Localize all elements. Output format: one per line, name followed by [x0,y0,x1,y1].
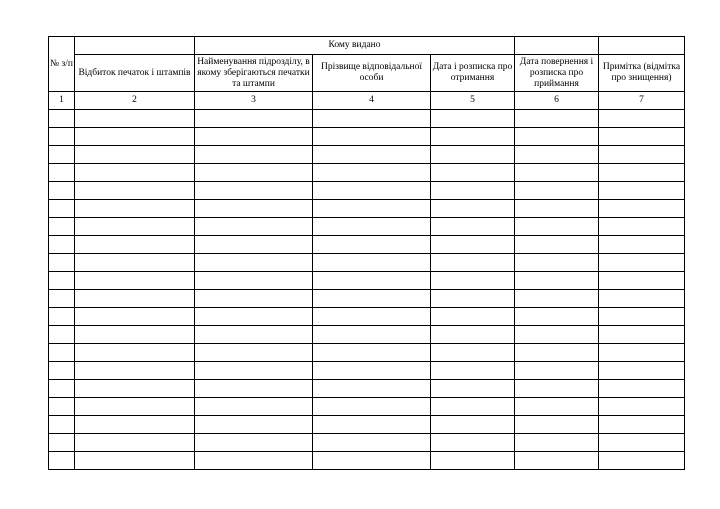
table-cell [49,272,75,290]
table-cell [431,272,515,290]
table-cell [75,218,195,236]
table-cell [49,218,75,236]
table-cell [75,182,195,200]
table-cell [313,200,431,218]
table-cell [431,452,515,470]
table-row [49,272,685,290]
table-cell [195,398,313,416]
register-table [48,36,685,470]
table-cell [195,128,313,146]
table-cell [599,380,685,398]
table-cell [431,344,515,362]
header-stamp-imprint: Відбиток печаток і штампів [75,55,195,92]
table-cell [599,434,685,452]
column-number: 6 [515,92,599,110]
table-cell [195,182,313,200]
header-blank-cell [515,37,599,55]
table-cell [599,146,685,164]
table-cell [431,182,515,200]
table-cell [599,344,685,362]
table-cell [599,416,685,434]
header-receipt-date: Дата і розписка про отримання [431,55,515,92]
table-cell [75,380,195,398]
table-cell [195,164,313,182]
table-cell [49,344,75,362]
table-cell [75,146,195,164]
table-cell [599,236,685,254]
table-cell [431,110,515,128]
table-cell [431,290,515,308]
table-cell [49,452,75,470]
table-cell [313,326,431,344]
table-cell [313,218,431,236]
table-cell [75,236,195,254]
table-row [49,164,685,182]
table-cell [195,110,313,128]
table-cell [195,254,313,272]
table-cell [313,254,431,272]
table-cell [515,128,599,146]
table-cell [49,398,75,416]
table-cell [515,416,599,434]
table-cell [75,452,195,470]
column-number: 1 [49,92,75,110]
column-number-row [49,92,685,110]
table-cell [599,362,685,380]
table-cell [313,398,431,416]
table-cell [515,398,599,416]
table-cell [313,380,431,398]
table-cell [515,182,599,200]
table-cell [431,362,515,380]
table-cell [195,416,313,434]
table-cell [195,434,313,452]
table-cell [515,272,599,290]
table-cell [75,308,195,326]
table-cell [515,146,599,164]
header-blank-cell [75,37,195,55]
table-cell [195,380,313,398]
table-cell [195,452,313,470]
table-cell [431,416,515,434]
table-cell [75,272,195,290]
table-cell [599,308,685,326]
table-cell [431,218,515,236]
table-cell [515,452,599,470]
table-cell [515,380,599,398]
table-cell [195,362,313,380]
table-cell [515,164,599,182]
column-number: 3 [195,92,313,110]
header-no: № з/п [49,37,75,92]
header-note: Примітка (відмітка про знищення) [599,55,685,92]
table-row [49,308,685,326]
column-number: 7 [599,92,685,110]
table-cell [515,290,599,308]
table-cell [75,398,195,416]
table-cell [195,290,313,308]
table-cell [195,308,313,326]
table-cell [49,254,75,272]
table-cell [515,200,599,218]
table-cell [515,308,599,326]
table-cell [431,128,515,146]
table-cell [49,164,75,182]
table-cell [431,380,515,398]
table-cell [313,110,431,128]
table-row [49,254,685,272]
table-cell [195,200,313,218]
table-cell [599,254,685,272]
table-cell [313,452,431,470]
table-cell [431,398,515,416]
table-cell [49,326,75,344]
table-cell [599,110,685,128]
table-cell [49,308,75,326]
table-cell [49,236,75,254]
table-cell [515,236,599,254]
table-cell [313,182,431,200]
header-return-date: Дата повернення і розписка про приймання [515,55,599,92]
table-cell [515,434,599,452]
table-cell [75,344,195,362]
table-cell [75,254,195,272]
table-cell [431,326,515,344]
table-cell [313,290,431,308]
table-cell [75,434,195,452]
header-row-main [49,55,685,92]
column-number: 2 [75,92,195,110]
table-cell [195,272,313,290]
table-row [49,236,685,254]
table-cell [75,416,195,434]
table-row [49,200,685,218]
column-number: 5 [431,92,515,110]
table-cell [195,236,313,254]
table-cell [599,398,685,416]
header-blank-cell [599,37,685,55]
table-cell [75,128,195,146]
table-row [49,362,685,380]
table-cell [195,218,313,236]
table-cell [515,344,599,362]
table-cell [431,200,515,218]
table-cell [313,344,431,362]
table-cell [431,434,515,452]
table-cell [313,362,431,380]
table-row [49,110,685,128]
table-cell [49,362,75,380]
table-cell [49,110,75,128]
table-row [49,146,685,164]
table-cell [49,200,75,218]
table-cell [49,434,75,452]
table-cell [195,326,313,344]
table-cell [75,110,195,128]
column-number: 4 [313,92,431,110]
table-cell [599,128,685,146]
table-cell [515,110,599,128]
table-cell [49,128,75,146]
table-cell [49,380,75,398]
table-cell [431,146,515,164]
table-row [49,434,685,452]
table-cell [515,254,599,272]
table-row [49,326,685,344]
table-cell [599,218,685,236]
table-cell [313,272,431,290]
table-cell [49,290,75,308]
table-cell [599,272,685,290]
table-cell [75,164,195,182]
table-cell [515,362,599,380]
table-cell [313,128,431,146]
table-row [49,416,685,434]
table-cell [515,326,599,344]
table-cell [431,308,515,326]
header-responsible-person: Прізвище відповідальної особи [313,55,431,92]
table-cell [313,416,431,434]
table-cell [599,326,685,344]
table-cell [75,200,195,218]
table-cell [75,362,195,380]
table-cell [195,344,313,362]
table-cell [49,146,75,164]
table-row [49,398,685,416]
table-cell [75,326,195,344]
table-cell [599,290,685,308]
table-row [49,380,685,398]
table-row [49,218,685,236]
table-row [49,452,685,470]
header-row-top [49,37,685,55]
header-department: Найменування підрозділу, в якому зберігаються печатки та штампи [195,55,313,92]
header-group-issued-to: Кому видано [195,37,515,55]
table-cell [75,290,195,308]
table-row [49,128,685,146]
table-cell [599,182,685,200]
table-row [49,290,685,308]
table-cell [195,146,313,164]
table-cell [431,164,515,182]
table-cell [313,434,431,452]
table-cell [599,164,685,182]
table-row [49,182,685,200]
table-cell [599,452,685,470]
table-cell [49,182,75,200]
table-cell [515,218,599,236]
table-cell [431,236,515,254]
table-cell [49,416,75,434]
table-cell [599,200,685,218]
table-cell [431,254,515,272]
table-cell [313,146,431,164]
table-cell [313,164,431,182]
table-cell [313,308,431,326]
table-cell [313,236,431,254]
table-row [49,344,685,362]
